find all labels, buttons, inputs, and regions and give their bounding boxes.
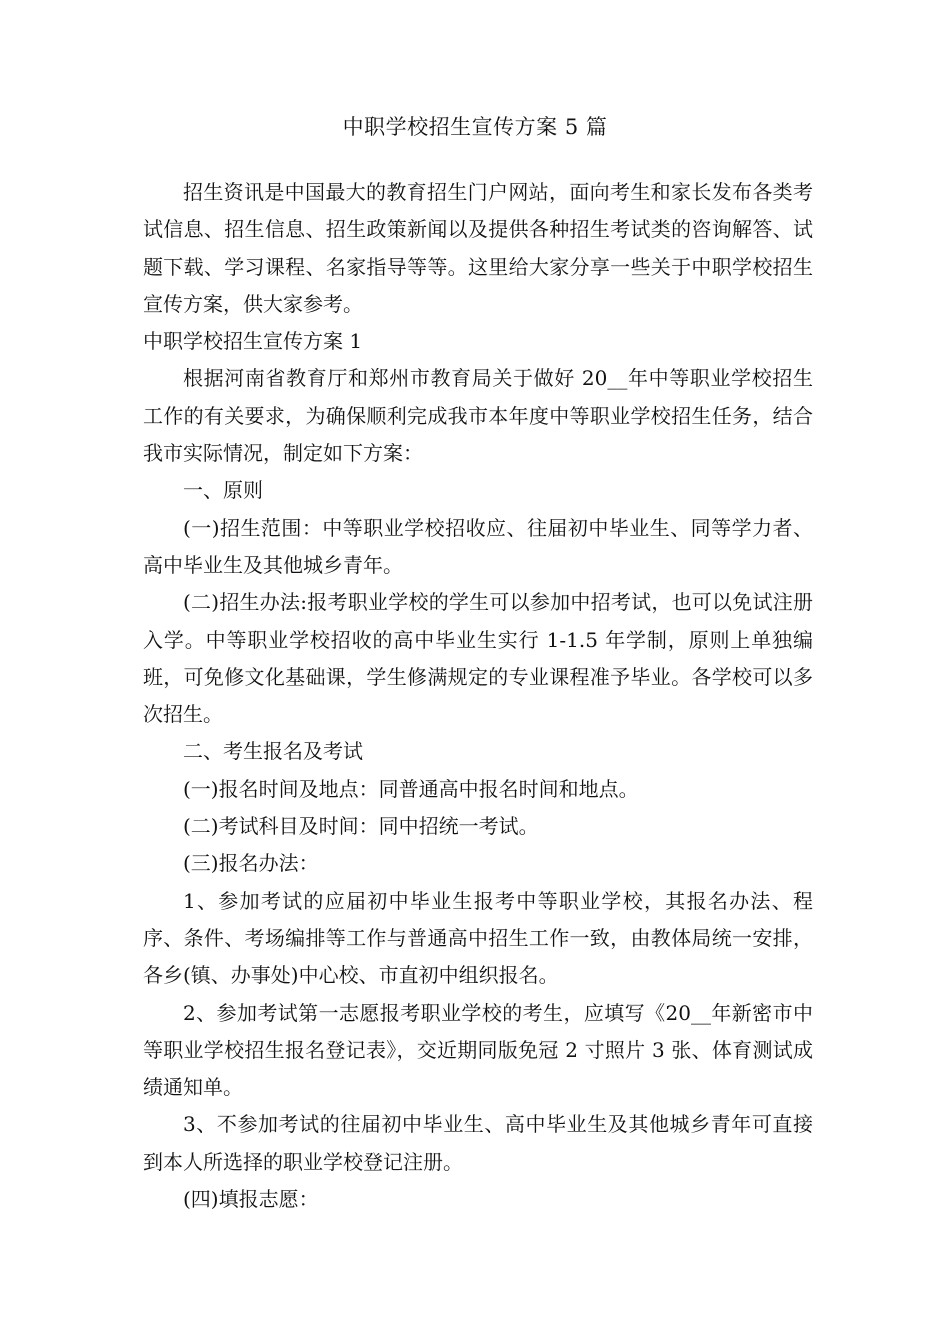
section-heading: 中职学校招生宣传方案 1 <box>143 329 363 354</box>
document-title: 中职学校招生宣传方案 5 篇 <box>342 115 608 139</box>
paragraph: 根据河南省教育厅和郑州市教育局关于做好 20__年中等职业学校招生工作的有关要求，为确保顺利完成我市本年度中等职业学校招生任务，结合我市实际情况，制定如下方案： <box>143 366 813 466</box>
paragraph: (四)填报志愿： <box>183 1187 319 1212</box>
document-body <box>143 174 813 1218</box>
paragraph: 2、参加考试第一志愿报考职业学校的考生，应填写《20__年新密市中等职业学校招生报名登记表》，交近期同版免冠 2 寸照片 3 张、体育测试成绩通知单。 <box>143 1000 813 1100</box>
paragraph: 一、原则 <box>183 478 263 503</box>
paragraph: 3、不参加考试的往届初中毕业生、高中毕业生及其他城乡青年可直接到本人所选择的职业学校登记注册。 <box>143 1112 813 1174</box>
paragraph: (一)招生范围：中等职业学校招收应、往届初中毕业生、同等学力者、高中毕业生及其他城乡青年。 <box>143 515 813 577</box>
paragraph: 二、考生报名及考试 <box>183 739 363 764</box>
paragraph: (二)招生办法:报考职业学校的学生可以参加中招考试，也可以免试注册入学。中等职业学校招收的高中毕业生实行 1-1.5 年学制，原则上单独编班，可免修文化基础课，学生修满规定的专业课程准予毕业。各学校可以多次招生。 <box>143 590 813 727</box>
paragraph: (一)报名时间及地点：同普通高中报名时间和地点。 <box>183 776 639 801</box>
paragraph: (三)报名办法： <box>183 851 319 876</box>
paragraph: (二)考试科目及时间：同中招统一考试。 <box>183 814 539 839</box>
paragraph: 招生资讯是中国最大的教育招生门户网站，面向考生和家长发布各类考试信息、招生信息、招生政策新闻以及提供各种招生考试类的咨询解答、试题下载、学习课程、名家指导等等。这里给大家分享一些关于中职学校招生宣传方案，供大家参考。 <box>143 180 813 316</box>
paragraph: 1、参加考试的应届初中毕业生报考中等职业学校，其报名办法、程序、条件、考场编排等工作与普通高中招生工作一致，由教体局统一安排，各乡(镇、办事处)中心校、市直初中组织报名。 <box>143 888 813 988</box>
